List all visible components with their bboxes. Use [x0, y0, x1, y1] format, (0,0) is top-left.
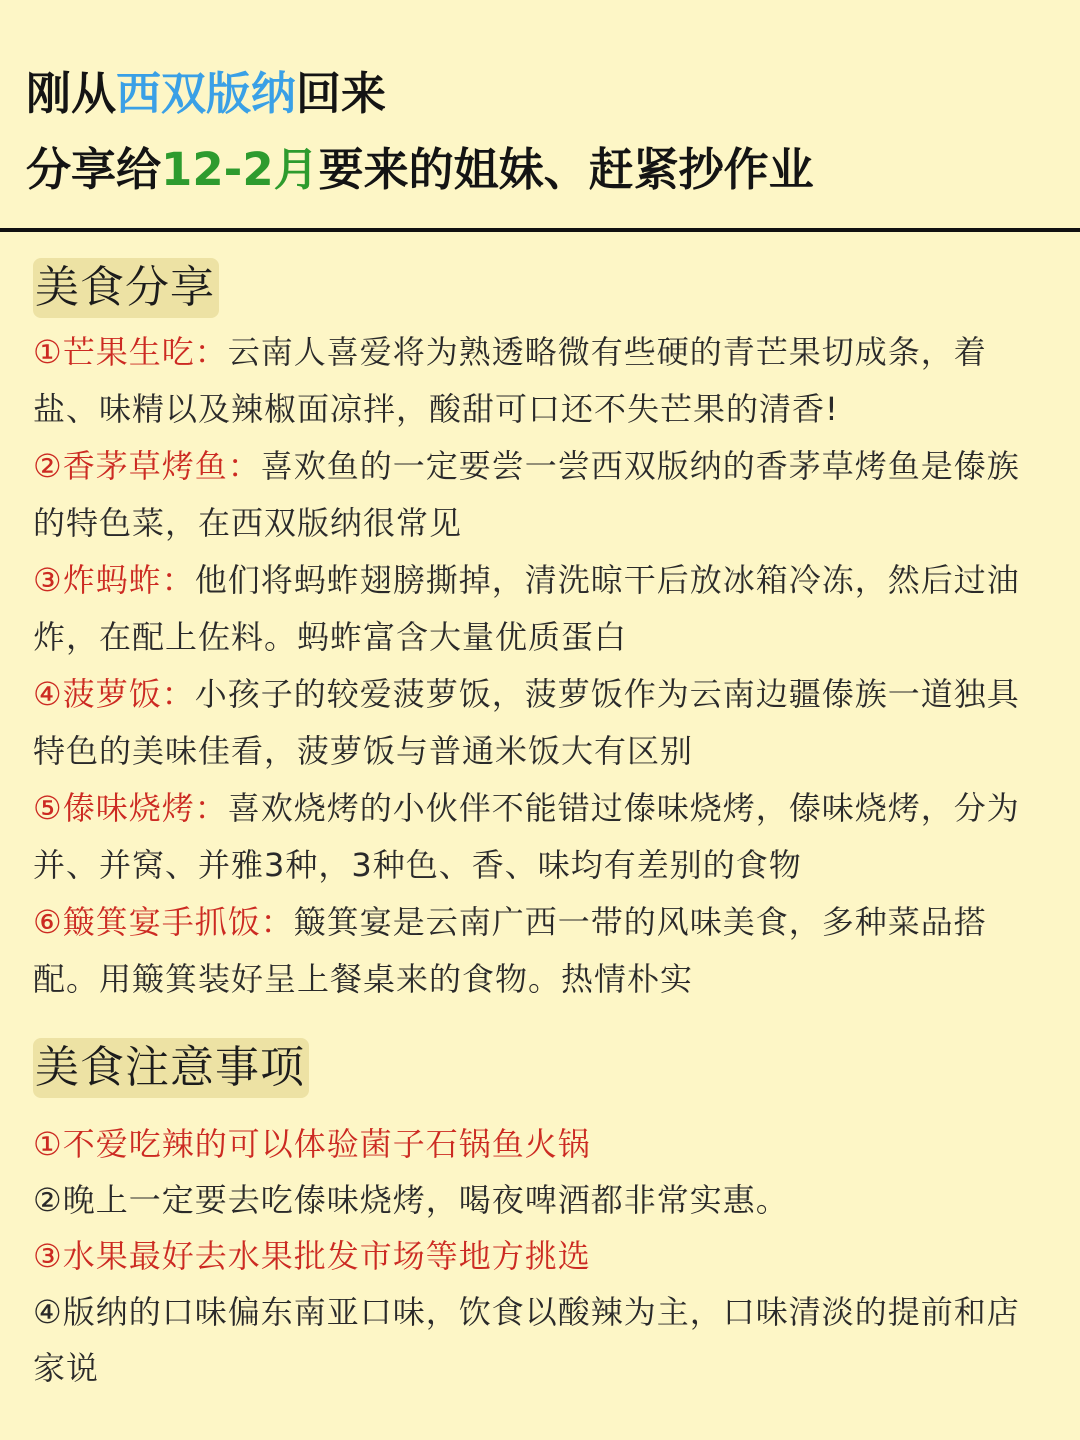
- food-item: [33, 894, 1048, 1008]
- food-item: [33, 780, 1048, 894]
- title-location-highlight: 西双版纳: [116, 67, 297, 120]
- food-item-label: ②香茅草烤鱼：: [33, 447, 261, 485]
- food-item: [33, 666, 1048, 780]
- note-item: ③水果最好去水果批发市场等地方挑选: [33, 1237, 591, 1275]
- food-item-text: 云南人喜爱将为熟透略微有些硬的青芒果切成条，着盐、味精以及辣椒面凉拌，酸甜可口还不失芒果的清香!: [33, 333, 987, 428]
- title-line-1-pre: 刚从: [26, 67, 117, 120]
- header: [26, 56, 1056, 208]
- food-item-label: ⑥簸箕宴手抓饭：: [33, 903, 294, 941]
- title-line-2: [26, 132, 1056, 208]
- food-notes-title: 美食注意事项: [33, 1038, 309, 1098]
- food-item: [33, 324, 1048, 438]
- food-item-text: 喜欢烧烤的小伙伴不能错过傣味烧烤，傣味烧烤，分为并、并窝、并雅3种，3种色、香、味均有差别的食物: [33, 789, 1020, 884]
- title-line-1-post: 回来: [296, 67, 387, 120]
- note-item: ②晚上一定要去吃傣味烧烤，喝夜啤酒都非常实惠。: [33, 1181, 789, 1219]
- food-item-text: 小孩子的较爱菠萝饭，菠萝饭作为云南边疆傣族一道独具特色的美味佳看，菠萝饭与普通米饭大有区别: [33, 675, 1020, 770]
- food-notes-list: [33, 1116, 1048, 1396]
- food-item: [33, 438, 1048, 552]
- food-item-label: ④菠萝饭：: [33, 675, 195, 713]
- title-months-highlight: 12-2月: [161, 143, 319, 196]
- food-item-label: ①芒果生吃：: [33, 333, 228, 371]
- food-item-text: 簸箕宴是云南广西一带的风味美食，多种菜品搭配。用簸箕装好呈上餐桌来的食物。热情朴实: [33, 903, 987, 998]
- food-share-list: [33, 324, 1048, 1008]
- note-item: ④版纳的口味偏东南亚口味，饮食以酸辣为主，口味清淡的提前和店家说: [33, 1293, 1020, 1387]
- food-item-label: ③炸蚂蚱：: [33, 561, 195, 599]
- food-item-text: 他们将蚂蚱翅膀撕掉，清洗晾干后放冰箱冷冻，然后过油炸，在配上佐料。蚂蚱富含大量优质蛋白: [33, 561, 1020, 656]
- note-item: ①不爱吃辣的可以体验菌子石锅鱼火锅: [33, 1125, 591, 1163]
- food-item-label: ⑤傣味烧烤：: [33, 789, 228, 827]
- title-line-2-post: 要来的姐妹、赶紧抄作业: [318, 143, 814, 196]
- food-notes-section: [33, 1038, 1048, 1396]
- food-item-text: 喜欢鱼的一定要尝一尝西双版纳的香茅草烤鱼是傣族的特色菜，在西双版纳很常见: [33, 447, 1020, 542]
- food-share-title: 美食分享: [33, 258, 219, 318]
- header-divider: [0, 228, 1080, 232]
- title-line-2-pre: 分享给: [26, 143, 162, 196]
- food-item: [33, 552, 1048, 666]
- food-share-section: [33, 258, 1048, 1008]
- title-line-1: [26, 56, 1056, 132]
